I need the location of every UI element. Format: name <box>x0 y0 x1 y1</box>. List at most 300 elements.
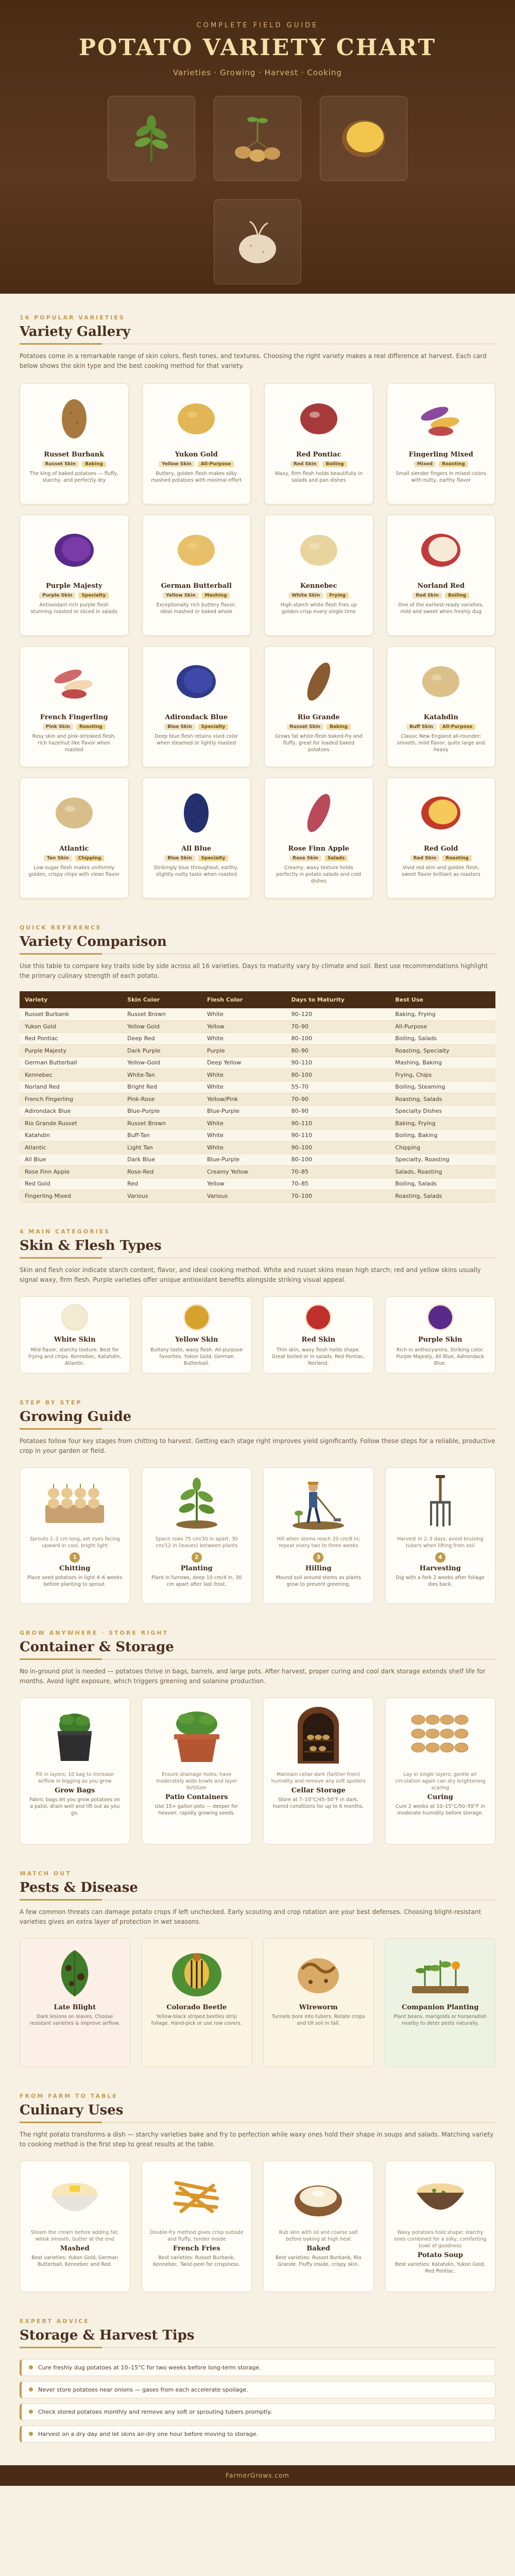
table-cell: Adirondack Blue <box>20 1105 122 1117</box>
use-tag: All-Purpose <box>439 724 475 730</box>
variety-card <box>20 383 129 504</box>
young-plant-icon <box>168 1474 225 1531</box>
variety-card <box>142 777 251 899</box>
table-cell: German Butterball <box>20 1057 122 1069</box>
skin-tag: Russet Skin <box>287 724 324 730</box>
table-cell: Yellow/Pink <box>202 1093 286 1106</box>
table-cell: 90–100 <box>286 1142 390 1154</box>
variety-description: Grows fat white-flesh baked-fry and fluffy, great for loaded baked potatoes <box>274 734 363 753</box>
potato-icon <box>293 524 345 576</box>
container-card-patio <box>142 1698 252 1844</box>
culinary-description: Best varieties: Yukon Gold, German Butterball, Kennebec and Red. <box>31 2255 118 2267</box>
section-kicker: EXPERT ADVICE <box>20 2317 90 2325</box>
table-cell: White <box>202 1081 286 1093</box>
pest-name: Companion Planting <box>402 2003 479 2011</box>
skin-tag: Blue Skin <box>164 855 195 861</box>
skin-type-grid <box>20 1296 495 1374</box>
skin-tag: Red Skin <box>290 461 320 467</box>
table-cell: Boiling, Salads <box>390 1032 495 1045</box>
color-swatch-icon <box>427 1304 454 1331</box>
use-tag: Baking <box>327 724 351 730</box>
step-description: Mound soil around stems as plants grow to prevent greening. <box>276 1574 361 1587</box>
variety-description: Rosy skin and pink-streaked flesh, rich hazelnut-like flavor when roasted <box>32 734 116 753</box>
variety-card <box>142 383 251 504</box>
skin-type-card <box>263 1296 374 1374</box>
table-cell: Light Tan <box>122 1142 202 1154</box>
column-header: Skin Color <box>122 991 202 1008</box>
variety-card <box>387 777 496 899</box>
section-title: Pests & Disease <box>20 1879 138 1895</box>
skin-type-name: Purple Skin <box>418 1335 462 1344</box>
table-cell: Boiling, Baking <box>390 1129 495 1142</box>
table-header-row <box>20 991 495 1008</box>
skin-type-description: Mild flavor, starchy texture. Best for frying and chips. Kennebec, Katahdin, Atlantic. <box>28 1347 122 1366</box>
section-intro: Use this table to compare key traits side by side across all 16 varieties. Days to maturity vary by climate and soil. Best use recommendations highlight the primary culinary strength of each potato. <box>20 962 488 979</box>
variety-description: Low-sugar flesh makes uniformly golden, crispy chips with clean flavor <box>28 865 120 877</box>
variety-name: French Fingerling <box>40 714 108 721</box>
variety-card <box>387 646 496 767</box>
table-cell: Pink-Rose <box>122 1093 202 1106</box>
table-cell: Various <box>122 1190 202 1202</box>
table-row <box>20 1093 495 1106</box>
variety-name: German Butterball <box>161 582 232 590</box>
table-cell: Norland Red <box>20 1081 122 1093</box>
sprouting-potato-icon <box>229 214 286 270</box>
culinary-card-soup <box>385 2161 496 2292</box>
footer-link[interactable]: FarmerGrows.com <box>226 2471 289 2479</box>
variety-name: Red Pontiac <box>296 451 341 459</box>
skin-tag: Rose Skin <box>289 855 321 861</box>
variety-description: Buttery, golden flesh makes silky mashed potatoes with minimal effort <box>151 471 242 483</box>
table-cell: Katahdin <box>20 1129 122 1142</box>
section-title: Variety Gallery <box>20 324 131 340</box>
variety-description: Vivid red skin and golden flesh, sweet flavor brilliant as roasters <box>401 865 480 877</box>
mashed-bowl-icon <box>44 2170 106 2222</box>
variety-card <box>264 777 373 899</box>
use-tag: Boiling <box>322 461 347 467</box>
step-card-hilling <box>263 1467 374 1604</box>
table-cell: Various <box>202 1190 286 1202</box>
table-cell: Specialty Dishes <box>390 1105 495 1117</box>
variety-image <box>392 654 490 709</box>
skin-tag: White Skin <box>288 592 323 599</box>
pest-name: Late Blight <box>54 2003 96 2011</box>
variety-description: Antioxidant-rich purple flesh stunning roasted or sliced in salads <box>30 602 117 615</box>
container-name: Grow Bags <box>55 1786 95 1794</box>
variety-gallery-section <box>0 294 515 904</box>
culinary-name: French Fries <box>173 2244 220 2252</box>
farmer-hoe-icon <box>287 1474 349 1531</box>
variety-image <box>25 391 123 447</box>
wireworm-icon <box>290 1945 347 2002</box>
table-cell: 80–100 <box>286 1032 390 1045</box>
variety-description: Creamy, waxy texture holds perfectly in potato salads and cold dishes <box>276 865 362 884</box>
use-tag: Mashing <box>202 592 230 599</box>
table-cell: Frying, Chips <box>390 1069 495 1081</box>
variety-image <box>392 391 490 447</box>
step-note: Harvest in 2–3 days, avoid bruising tubers when lifting from soil <box>397 1536 484 1549</box>
variety-name: All Blue <box>181 845 212 853</box>
container-name: Patio Containers <box>165 1793 228 1801</box>
table-cell: Roasting, Specialty <box>390 1045 495 1057</box>
pests-grid <box>20 1938 495 2067</box>
skin-flesh-section <box>0 1208 515 1379</box>
table-cell: White <box>202 1032 286 1045</box>
section-divider <box>20 2347 495 2348</box>
table-row <box>20 1142 495 1154</box>
skin-type-card <box>385 1296 496 1374</box>
variety-card <box>20 646 129 767</box>
container-description: Use 15+ gallon pots — deeper for heavier, rapidly growing seeds. <box>155 1803 238 1816</box>
container-description: Store at 7–10°C/45–50°F in dark, humid conditions for up to 6 months. <box>273 1797 364 1809</box>
table-cell: Red <box>122 1178 202 1190</box>
garden-fork-icon <box>417 1474 464 1531</box>
hero-tile-sliced <box>320 96 407 181</box>
variety-image <box>270 785 368 841</box>
table-row <box>20 1021 495 1033</box>
variety-name: Russet Burbank <box>44 451 105 459</box>
skin-tag: Yellow Skin <box>159 461 195 467</box>
step-number: 1 <box>70 1552 80 1563</box>
variety-image <box>148 785 246 841</box>
potato-icon <box>293 656 345 707</box>
variety-grid <box>20 383 495 899</box>
table-cell: 80–100 <box>286 1154 390 1166</box>
table-cell: Baking, Frying <box>390 1117 495 1130</box>
section-title: Growing Guide <box>20 1409 132 1425</box>
step-number: 4 <box>435 1552 445 1563</box>
cellar-door-icon <box>293 1704 344 1766</box>
table-row <box>20 1105 495 1117</box>
variety-description: Waxy, firm flesh holds beautifully in salads and pan dishes <box>274 471 363 483</box>
variety-description: Deep blue flesh retains vivid color when steamed or lightly roasted <box>154 734 238 746</box>
potato-icon <box>293 787 345 839</box>
variety-card <box>20 777 129 899</box>
step-name: Planting <box>180 1564 213 1572</box>
variety-card <box>264 646 373 767</box>
variety-image <box>25 654 123 709</box>
section-kicker: STEP BY STEP <box>20 1399 82 1406</box>
variety-name: Norland Red <box>417 582 465 590</box>
table-cell: Dark Purple <box>122 1045 202 1057</box>
table-row <box>20 1178 495 1190</box>
column-header: Days to Maturity <box>286 991 390 1008</box>
tip-item <box>20 2381 495 2398</box>
table-cell: Yellow <box>202 1021 286 1033</box>
table-cell: Boiling, Steaming <box>390 1081 495 1093</box>
hero-tile-tubers <box>214 96 301 181</box>
table-cell: 70–85 <box>286 1178 390 1190</box>
table-cell: Russet Brown <box>122 1008 202 1021</box>
culinary-section <box>0 2072 515 2297</box>
table-row <box>20 1057 495 1069</box>
table-cell: Mashing, Baking <box>390 1057 495 1069</box>
step-card-planting <box>142 1467 252 1604</box>
table-cell: Yukon Gold <box>20 1021 122 1033</box>
use-tag: Chipping <box>75 855 105 861</box>
table-cell: 90–110 <box>286 1057 390 1069</box>
variety-card <box>142 646 251 767</box>
container-description: Cure 2 weeks at 10–15°C/50–59°F in moderate humidity before storage. <box>395 1803 485 1816</box>
table-cell: Purple <box>202 1045 286 1057</box>
use-tag: Boiling <box>445 592 469 599</box>
tip-item <box>20 2359 495 2376</box>
container-name: Curing <box>427 1793 453 1801</box>
table-cell: Yellow <box>202 1178 286 1190</box>
variety-description: Classic New England all-rounder: smooth, mild flavor, quite large and heavy <box>397 734 485 753</box>
pest-name: Wireworm <box>299 2003 338 2011</box>
table-cell: 70–90 <box>286 1093 390 1106</box>
potato-icon <box>48 656 100 707</box>
culinary-note: Waxy potatoes hold shape; starchy ones combined for a silky, comforting bowl of goodness <box>394 2229 487 2249</box>
table-cell: Roasting, Salads <box>390 1093 495 1106</box>
tip-text: Harvest on a dry day and let skins air-dry one hour before moving to storage. <box>38 2430 259 2437</box>
variety-description: Small slender fingers in mixed colors with nutty, earthy flavor <box>396 471 487 483</box>
use-tag: Specialty <box>198 855 229 861</box>
table-cell: Purple Majesty <box>20 1045 122 1057</box>
skin-tag: Purple Skin <box>39 592 75 599</box>
section-title: Culinary Uses <box>20 2102 124 2118</box>
table-cell: Specialty, Roasting <box>390 1154 495 1166</box>
table-cell: White <box>202 1117 286 1130</box>
culinary-note: Double-fry method gives crisp outside and fluffy, tender inside <box>149 2229 244 2242</box>
column-header: Variety <box>20 991 122 1008</box>
variety-name: Adirondack Blue <box>165 714 228 721</box>
table-cell: White-Tan <box>122 1069 202 1081</box>
sliced-potato-icon <box>335 110 392 167</box>
use-tag: Frying <box>326 592 349 599</box>
skin-tag: Pink Skin <box>43 724 73 730</box>
table-cell: Rio Grande Russet <box>20 1117 122 1130</box>
table-cell: Chipping <box>390 1142 495 1154</box>
use-tag: Baking <box>82 461 106 467</box>
variety-name: Red Gold <box>424 845 458 853</box>
culinary-name: Potato Soup <box>417 2251 463 2259</box>
variety-card <box>387 515 496 636</box>
table-cell: 90–110 <box>286 1129 390 1142</box>
skin-tag: Yellow Skin <box>163 592 199 599</box>
variety-image <box>392 522 490 578</box>
step-number: 3 <box>313 1552 323 1563</box>
section-intro: Potatoes follow four key stages from chitting to harvest. Getting each stage right improves yield significantly. Follow these steps for a reliable, productive crop in your garden or field. <box>20 1437 495 1454</box>
color-swatch-icon <box>61 1304 88 1331</box>
egg-carton-icon <box>41 1477 108 1528</box>
section-title: Storage & Harvest Tips <box>20 2327 195 2343</box>
step-note: Sprouts 1–2 cm long, set eyes facing upward in cool, bright light <box>29 1536 120 1549</box>
table-row <box>20 1069 495 1081</box>
table-row <box>20 1045 495 1057</box>
skin-type-description: Buttery taste, waxy flesh. All-purpose favorites. Yukon Gold, German Butterball. <box>150 1347 243 1366</box>
table-row <box>20 1190 495 1202</box>
variety-description: Strikingly blue throughout; earthy, slightly nutty taste when roasted <box>154 865 239 877</box>
hero-tile-plant <box>108 96 195 181</box>
section-title: Skin & Flesh Types <box>20 1238 162 1253</box>
table-cell: 70–100 <box>286 1190 390 1202</box>
culinary-description: Best varieties: Russet Burbank, Kennebec. Twist-peel for crispiness. <box>153 2255 241 2267</box>
culinary-note: Steam the cream before adding fat; whisk smooth, butter at the end <box>31 2229 119 2242</box>
tips-section <box>0 2297 515 2453</box>
table-cell: White <box>202 1069 286 1081</box>
variety-description: Exceptionally rich buttery flavor, ideal mashed or baked whole <box>156 602 236 615</box>
potato-icon <box>48 787 100 839</box>
pest-name: Colorado Beetle <box>166 2003 227 2011</box>
container-note: Fill in layers; 10 bag to increase airflow in bigging as you grow <box>36 1771 114 1784</box>
potato-icon <box>48 393 100 445</box>
table-cell: 90–120 <box>286 1008 390 1021</box>
table-cell: Yellow Gold <box>122 1021 202 1033</box>
skin-tag: Tan Skin <box>44 855 72 861</box>
potato-icon <box>170 524 222 576</box>
pest-description: Dark lesions on leaves. Choose resistant varieties & improve airflow. <box>29 2013 120 2026</box>
soup-bowl-icon <box>409 2170 471 2222</box>
container-name: Cellar Storage <box>291 1786 346 1794</box>
table-cell: 80–100 <box>286 1069 390 1081</box>
section-kicker: 16 POPULAR VARIETIES <box>20 314 125 321</box>
variety-description: High-starch white flesh fries up golden-crisp every single time <box>280 602 357 615</box>
section-divider <box>20 2122 495 2123</box>
culinary-description: Best varieties: Katahdin, Yukon Gold, Red Pontiac. <box>395 2261 486 2274</box>
pest-card-wireworm <box>263 1938 374 2067</box>
container-storage-section <box>0 1609 515 1850</box>
column-header: Best Use <box>390 991 495 1008</box>
table-cell: 80–90 <box>286 1105 390 1117</box>
culinary-note: Rub skin with oil and coarse salt before baking at high heat <box>279 2229 358 2242</box>
section-kicker: QUICK REFERENCE <box>20 924 102 931</box>
table-cell: Roasting, Salads <box>390 1190 495 1202</box>
variety-name: Katahdin <box>423 714 458 721</box>
curing-potatoes-icon <box>407 1707 474 1764</box>
variety-name: Kennebec <box>300 582 337 590</box>
table-row <box>20 1129 495 1142</box>
variety-name: Purple Majesty <box>45 582 102 590</box>
section-intro: Potatoes come in a remarkable range of skin colors, flesh tones, and textures. Choosing the right variety makes a real difference at harvest. Each card below shows the skin type and the best cooking method for that variety. <box>20 352 487 369</box>
growing-steps-grid <box>20 1467 495 1604</box>
table-row <box>20 1154 495 1166</box>
hero-subtitle: Varieties · Growing · Harvest · Cooking <box>173 68 342 77</box>
variety-card <box>387 383 496 504</box>
table-cell: 55–70 <box>286 1081 390 1093</box>
potato-tubers-icon <box>227 110 288 167</box>
potato-icon <box>415 524 467 576</box>
blighted-leaf-icon <box>49 1945 100 2002</box>
potato-icon <box>170 787 222 839</box>
table-cell: Fingerling Mixed <box>20 1190 122 1202</box>
container-note: Lay in single layers; gentle air circulation again can dry brightening scaring <box>395 1771 486 1791</box>
culinary-name: Mashed <box>60 2244 90 2252</box>
potato-icon <box>293 393 345 445</box>
step-note: Hill when stems reach 20 cm/8 in; repeat every two to three weeks <box>277 1536 360 1549</box>
table-cell: 70–85 <box>286 1166 390 1178</box>
table-cell: Blue-Purple <box>122 1105 202 1117</box>
variety-name: Yukon Gold <box>175 451 218 459</box>
tip-text: Cure freshly dug potatoes at 10–15°C for two weeks before long-term storage. <box>38 2364 261 2371</box>
comparison-section <box>0 904 515 1208</box>
pest-card-colorado-beetle <box>142 1938 252 2067</box>
skin-tag: Mixed <box>414 461 436 467</box>
table-cell: Boiling, Salads <box>390 1178 495 1190</box>
section-intro: No in-ground plot is needed — potatoes thrive in bags, barrels, and large pots. After harvest, proper curing and cool dark storage extends shelf life for months. Avoid light exposure, which triggers greening and solanine production. <box>20 1667 486 1685</box>
variety-image <box>148 654 246 709</box>
variety-name: Rose Finn Apple <box>288 845 350 853</box>
colorado-beetle-icon <box>168 1945 225 2002</box>
section-title: Variety Comparison <box>20 934 167 950</box>
skin-type-name: Red Skin <box>301 1335 335 1344</box>
table-cell: Blue-Purple <box>202 1105 286 1117</box>
table-row <box>20 1166 495 1178</box>
container-description: Fabric bags let you grow potatoes on a patio, drain well and lift out as you go. <box>29 1797 121 1816</box>
variety-description: The king of baked potatoes — fluffy, starchy, and perfectly dry <box>29 471 118 483</box>
companion-plants-icon <box>407 1945 474 2002</box>
potato-icon <box>170 656 222 707</box>
table-cell: Dark Blue <box>122 1154 202 1166</box>
pest-description: Tunnels bore into tubers. Rotate crops and till soil in fall. <box>271 2013 365 2026</box>
skin-type-card <box>142 1296 252 1374</box>
variety-card <box>142 515 251 636</box>
step-name: Harvesting <box>419 1564 461 1572</box>
bullet-icon <box>29 2410 33 2414</box>
patio-pot-icon <box>166 1704 228 1766</box>
use-tag: Roasting <box>442 855 472 861</box>
table-cell: Red Gold <box>20 1178 122 1190</box>
use-tag: Roasting <box>439 461 468 467</box>
variety-image <box>392 785 490 841</box>
table-cell: 80–90 <box>286 1045 390 1057</box>
table-cell: White <box>202 1008 286 1021</box>
table-cell: Atlantic <box>20 1142 122 1154</box>
container-note: Ensure drainage holes; have moderately wide bowls and layer fertilizer <box>156 1771 237 1791</box>
page-footer <box>0 2465 515 2486</box>
table-cell: Buff-Tan <box>122 1129 202 1142</box>
table-row <box>20 1117 495 1130</box>
table-cell: Deep Red <box>122 1032 202 1045</box>
table-row <box>20 1081 495 1093</box>
skin-type-name: White Skin <box>54 1335 96 1344</box>
pest-card-late-blight <box>20 1938 130 2067</box>
table-cell: Red Pontiac <box>20 1032 122 1045</box>
table-cell: Rose-Red <box>122 1166 202 1178</box>
section-kicker: 4 MAIN CATEGORIES <box>20 1228 111 1235</box>
potato-icon <box>48 524 100 576</box>
variety-card <box>20 515 129 636</box>
step-card-harvesting <box>385 1467 496 1604</box>
use-tag: Specialty <box>198 724 229 730</box>
table-row <box>20 1008 495 1021</box>
potato-icon <box>415 656 467 707</box>
section-title: Container & Storage <box>20 1639 174 1655</box>
table-cell: French Fingerling <box>20 1093 122 1106</box>
culinary-card-baked <box>263 2161 374 2292</box>
step-card-chitting <box>20 1467 130 1604</box>
hero-tile-sprout <box>214 199 301 284</box>
table-body <box>20 1008 495 1202</box>
variety-image <box>148 391 246 447</box>
table-cell: White <box>202 1129 286 1142</box>
table-cell: Baking, Frying <box>390 1008 495 1021</box>
table-cell: Rose Finn Apple <box>20 1166 122 1178</box>
pest-card-companion-planting <box>385 1938 496 2067</box>
use-tag: Salads <box>324 855 348 861</box>
skin-tag: Red Skin <box>413 592 442 599</box>
table-row <box>20 1032 495 1045</box>
tip-item <box>20 2403 495 2420</box>
bullet-icon <box>29 2387 33 2392</box>
table-cell: Bright Red <box>122 1081 202 1093</box>
skin-type-card <box>20 1296 130 1374</box>
table-cell: Blue-Purple <box>202 1154 286 1166</box>
page-title: POTATO VARIETY CHART <box>78 35 437 61</box>
section-kicker: WATCH OUT <box>20 1870 72 1877</box>
column-header: Flesh Color <box>202 991 286 1008</box>
